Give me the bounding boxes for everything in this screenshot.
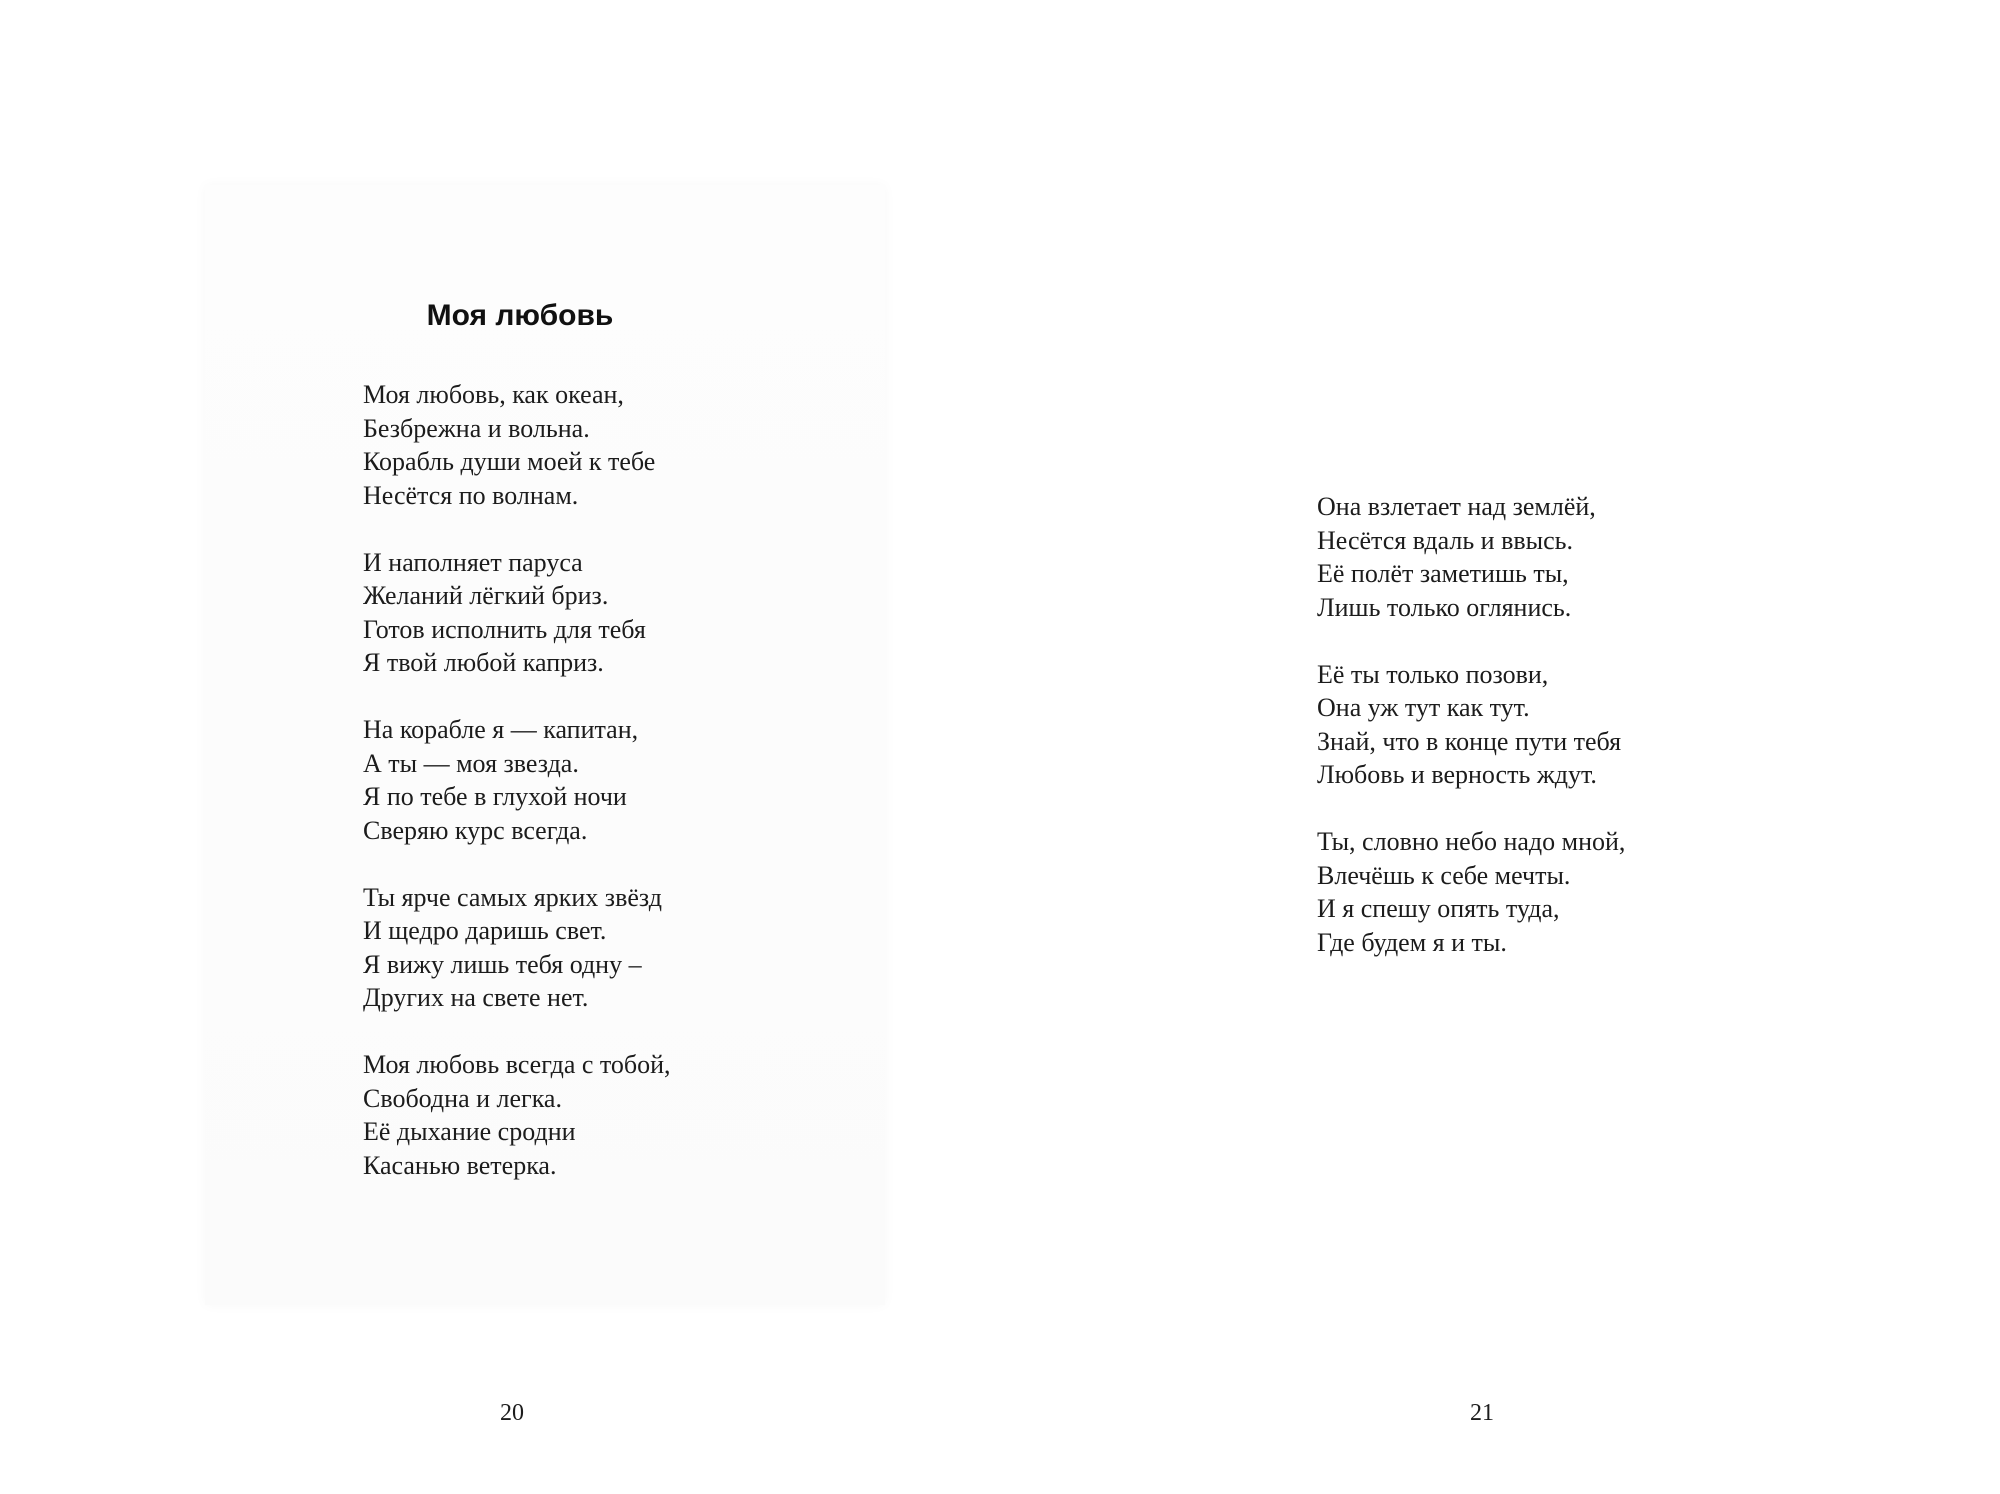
stanza xyxy=(1317,825,1625,959)
poem-line: Она уж тут как тут. xyxy=(1317,693,1530,722)
stanza xyxy=(363,713,671,847)
poem-title: Моя любовь xyxy=(426,299,614,332)
stanza xyxy=(1317,490,1625,624)
poem-line: Любовь и верность ждут. xyxy=(1317,760,1597,789)
poem-line: Её ты только позови, xyxy=(1317,659,1549,689)
poem-line: И наполняет паруса xyxy=(363,547,583,577)
poem-line: Несётся вдаль и ввысь. xyxy=(1317,525,1574,555)
poem-line: Я по тебе в глухой ночи xyxy=(363,782,627,811)
poem-body-left xyxy=(363,378,671,1216)
poem-line: Влечёшь к себе мечты. xyxy=(1317,860,1571,890)
poem-line: Готов исполнить для тебя xyxy=(363,614,646,644)
poem-line: Я твой любой каприз. xyxy=(363,648,604,677)
poem-line: Я вижу лишь тебя одну – xyxy=(363,949,642,979)
poem-line: Желаний лёгкий бриз. xyxy=(363,581,609,610)
poem-line: Ты, словно небо надо мной, xyxy=(1317,827,1626,856)
poem-line: Моя любовь, как океан, xyxy=(363,380,624,409)
right-page xyxy=(1000,0,2000,1494)
stanza xyxy=(363,378,671,512)
poem-line: Сверяю курс всегда. xyxy=(363,815,588,845)
stanza xyxy=(363,881,671,1015)
stanza xyxy=(363,1048,671,1182)
poem-line: А ты — моя звезда. xyxy=(363,748,579,778)
poem-body-right xyxy=(1317,490,1625,993)
poem-line: Моя любовь всегда с тобой, xyxy=(363,1050,671,1079)
poem-line: Она взлетает над землёй, xyxy=(1317,492,1596,521)
poem-line: Свободна и легка. xyxy=(363,1083,562,1113)
poem-line: На корабле я — капитан, xyxy=(363,715,639,744)
poem-line: Ты ярче самых ярких звёзд xyxy=(363,882,662,912)
poem-line: Её полёт заметишь ты, xyxy=(1317,559,1569,588)
poem-line: И щедро даришь свет. xyxy=(363,916,607,945)
poem-line: Лишь только оглянись. xyxy=(1317,592,1572,622)
poem-line: Безбрежна и вольна. xyxy=(363,413,590,443)
poem-line: И я спешу опять туда, xyxy=(1317,894,1560,923)
poem-line: Её дыхание сродни xyxy=(363,1117,576,1146)
poem-line: Касанью ветерка. xyxy=(363,1150,557,1180)
poem-line: Других на свете нет. xyxy=(363,983,589,1012)
poem-line: Корабль души моей к тебе xyxy=(363,447,656,476)
page-number-left: 20 xyxy=(500,1400,524,1426)
poem-line: Где будем я и ты. xyxy=(1317,927,1507,957)
stanza xyxy=(1317,658,1625,792)
page-number-right: 21 xyxy=(1470,1400,1494,1426)
poem-line: Знай, что в конце пути тебя xyxy=(1317,726,1622,756)
poem-line: Несётся по волнам. xyxy=(363,480,579,510)
stanza xyxy=(363,546,671,680)
